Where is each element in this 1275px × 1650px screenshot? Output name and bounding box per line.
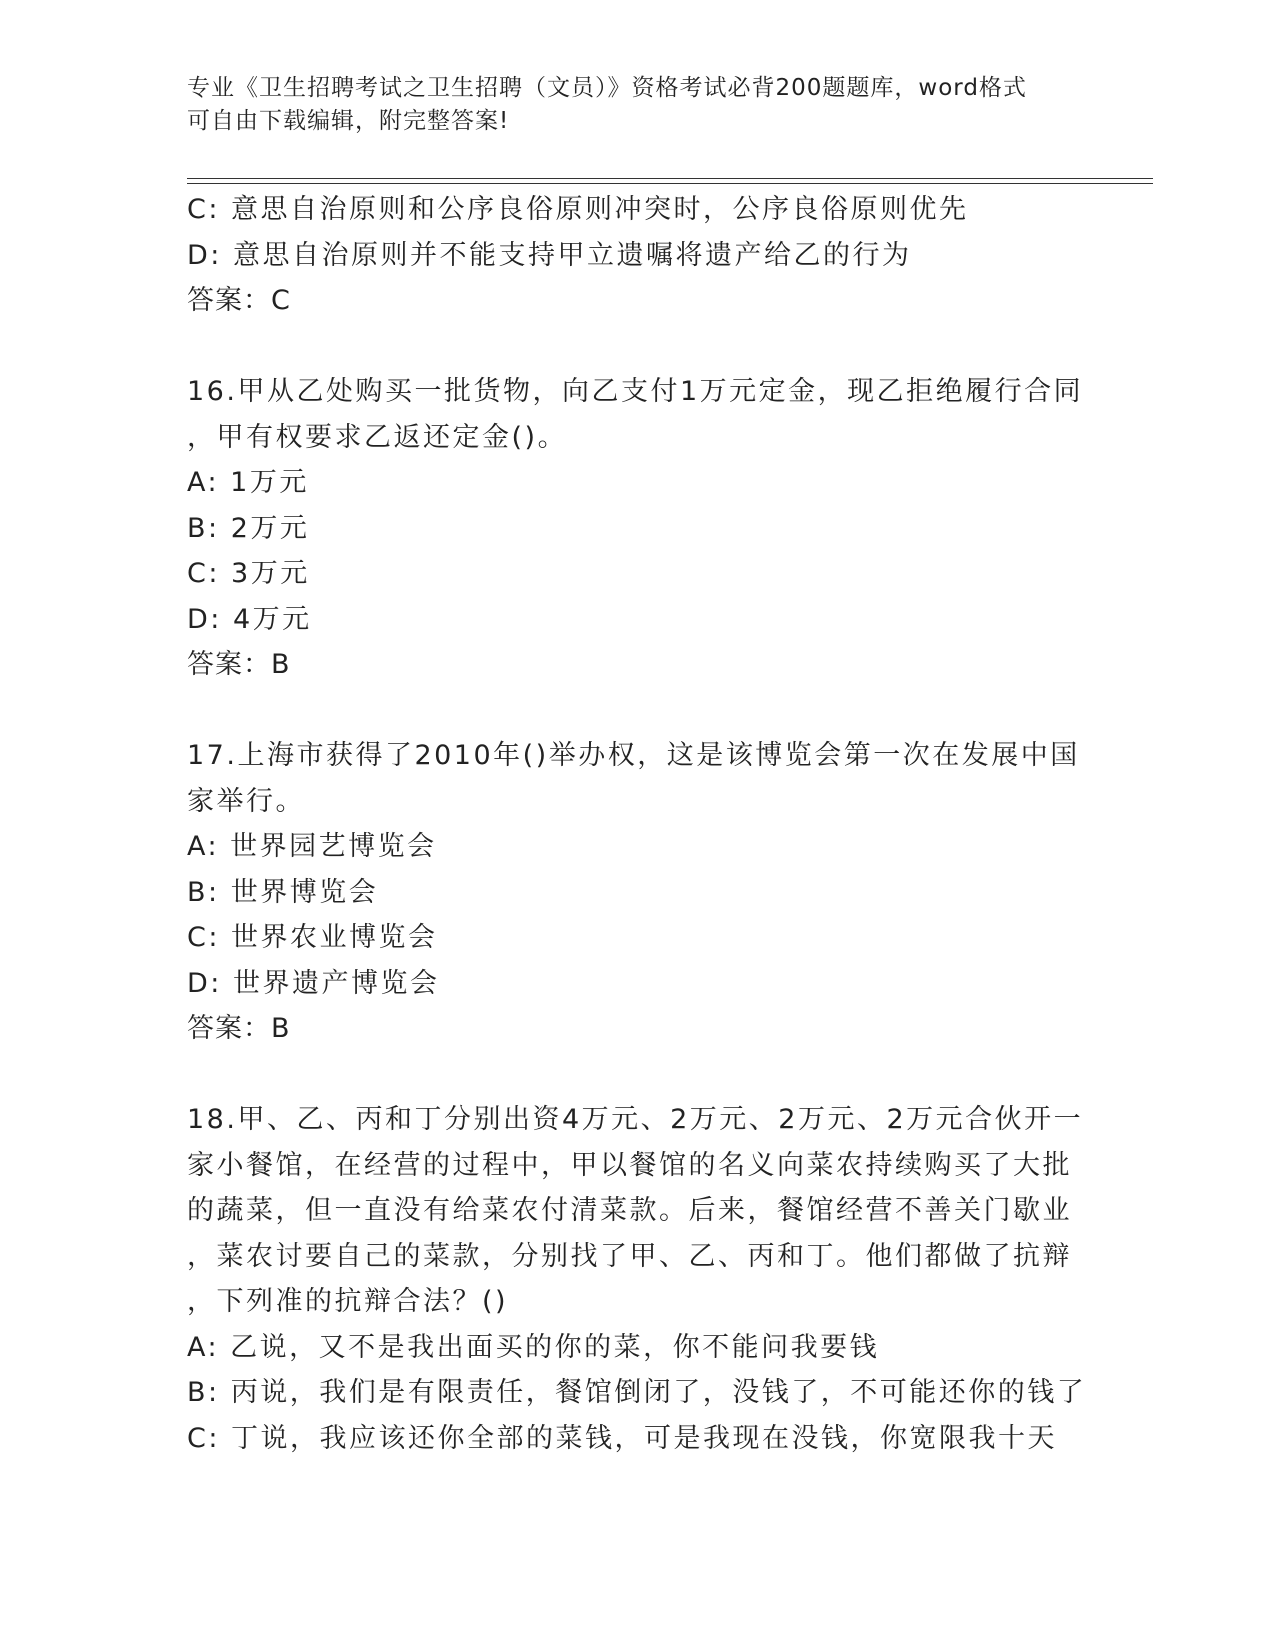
answer-line: 答案：B: [187, 649, 291, 680]
option-d: D: 4万元: [187, 603, 312, 635]
header-line-1: 专业《卫生招聘考试之卫生招聘（文员）》资格考试必背200题题库，word格式: [187, 75, 1027, 101]
question-text-line: 18.甲、乙、丙和丁分别出资4万元、2万元、2万元、2万元合伙开一: [187, 1104, 1084, 1135]
question-18: [187, 1097, 1087, 1461]
question-16: [187, 369, 1087, 688]
header-divider-bottom: [187, 183, 1153, 184]
question-text-line: ，菜农讨要自己的菜款，分别找了甲、乙、丙和丁。他们都做了抗辩: [187, 1240, 1072, 1272]
question-text-line: 17.上海市获得了2010年()举办权，这是该博览会第一次在发展中国: [187, 740, 1080, 771]
answer-line: 答案：B: [187, 1013, 291, 1044]
spacer: [187, 688, 1087, 734]
document-header: [187, 72, 1067, 138]
option-c: C: 世界农业博览会: [187, 922, 438, 953]
option-b: B: 2万元: [187, 512, 310, 544]
question-text-line: 家小餐馆，在经营的过程中，甲以餐馆的名义向菜农持续购买了大批: [187, 1149, 1072, 1181]
option-d: D: 世界遗产博览会: [187, 967, 440, 999]
question-text-line: ，下列准的抗辩合法？(): [187, 1286, 509, 1317]
option-c: C: 3万元: [187, 558, 310, 589]
option-a: A: 乙说，又不是我出面买的你的菜，你不能问我要钱: [187, 1331, 880, 1363]
option-d: D: 意思自治原则并不能支持甲立遗嘱将遗产给乙的行为: [187, 239, 912, 271]
question-15-continued: [187, 187, 1087, 324]
question-text-line: 的蔬菜，但一直没有给菜农付清菜款。后来，餐馆经营不善关门歇业: [187, 1195, 1072, 1226]
option-c: C: 意思自治原则和公序良俗原则冲突时，公序良俗原则优先: [187, 194, 969, 225]
question-text-line: ，甲有权要求乙返还定金()。: [187, 421, 568, 453]
option-c: C: 丁说，我应该还你全部的菜钱，可是我现在没钱，你宽限我十天: [187, 1422, 1058, 1454]
option-a: A: 世界园艺博览会: [187, 831, 437, 862]
spacer: [187, 324, 1087, 370]
answer-line: 答案：C: [187, 285, 291, 316]
question-text-line: 16.甲从乙处购买一批货物，向乙支付1万元定金，现乙拒绝履行合同: [187, 376, 1084, 407]
document-body: [187, 187, 1087, 1461]
option-a: A: 1万元: [187, 467, 309, 498]
option-b: B: 丙说，我们是有限责任，餐馆倒闭了，没钱了，不可能还你的钱了: [187, 1377, 1087, 1408]
question-17: [187, 733, 1087, 1052]
spacer: [187, 1052, 1087, 1098]
option-b: B: 世界博览会: [187, 876, 379, 908]
header-divider-top: [187, 178, 1153, 179]
header-line-2: 可自由下载编辑，附完整答案!: [187, 108, 510, 134]
question-text-line: 家举行。: [187, 785, 305, 817]
